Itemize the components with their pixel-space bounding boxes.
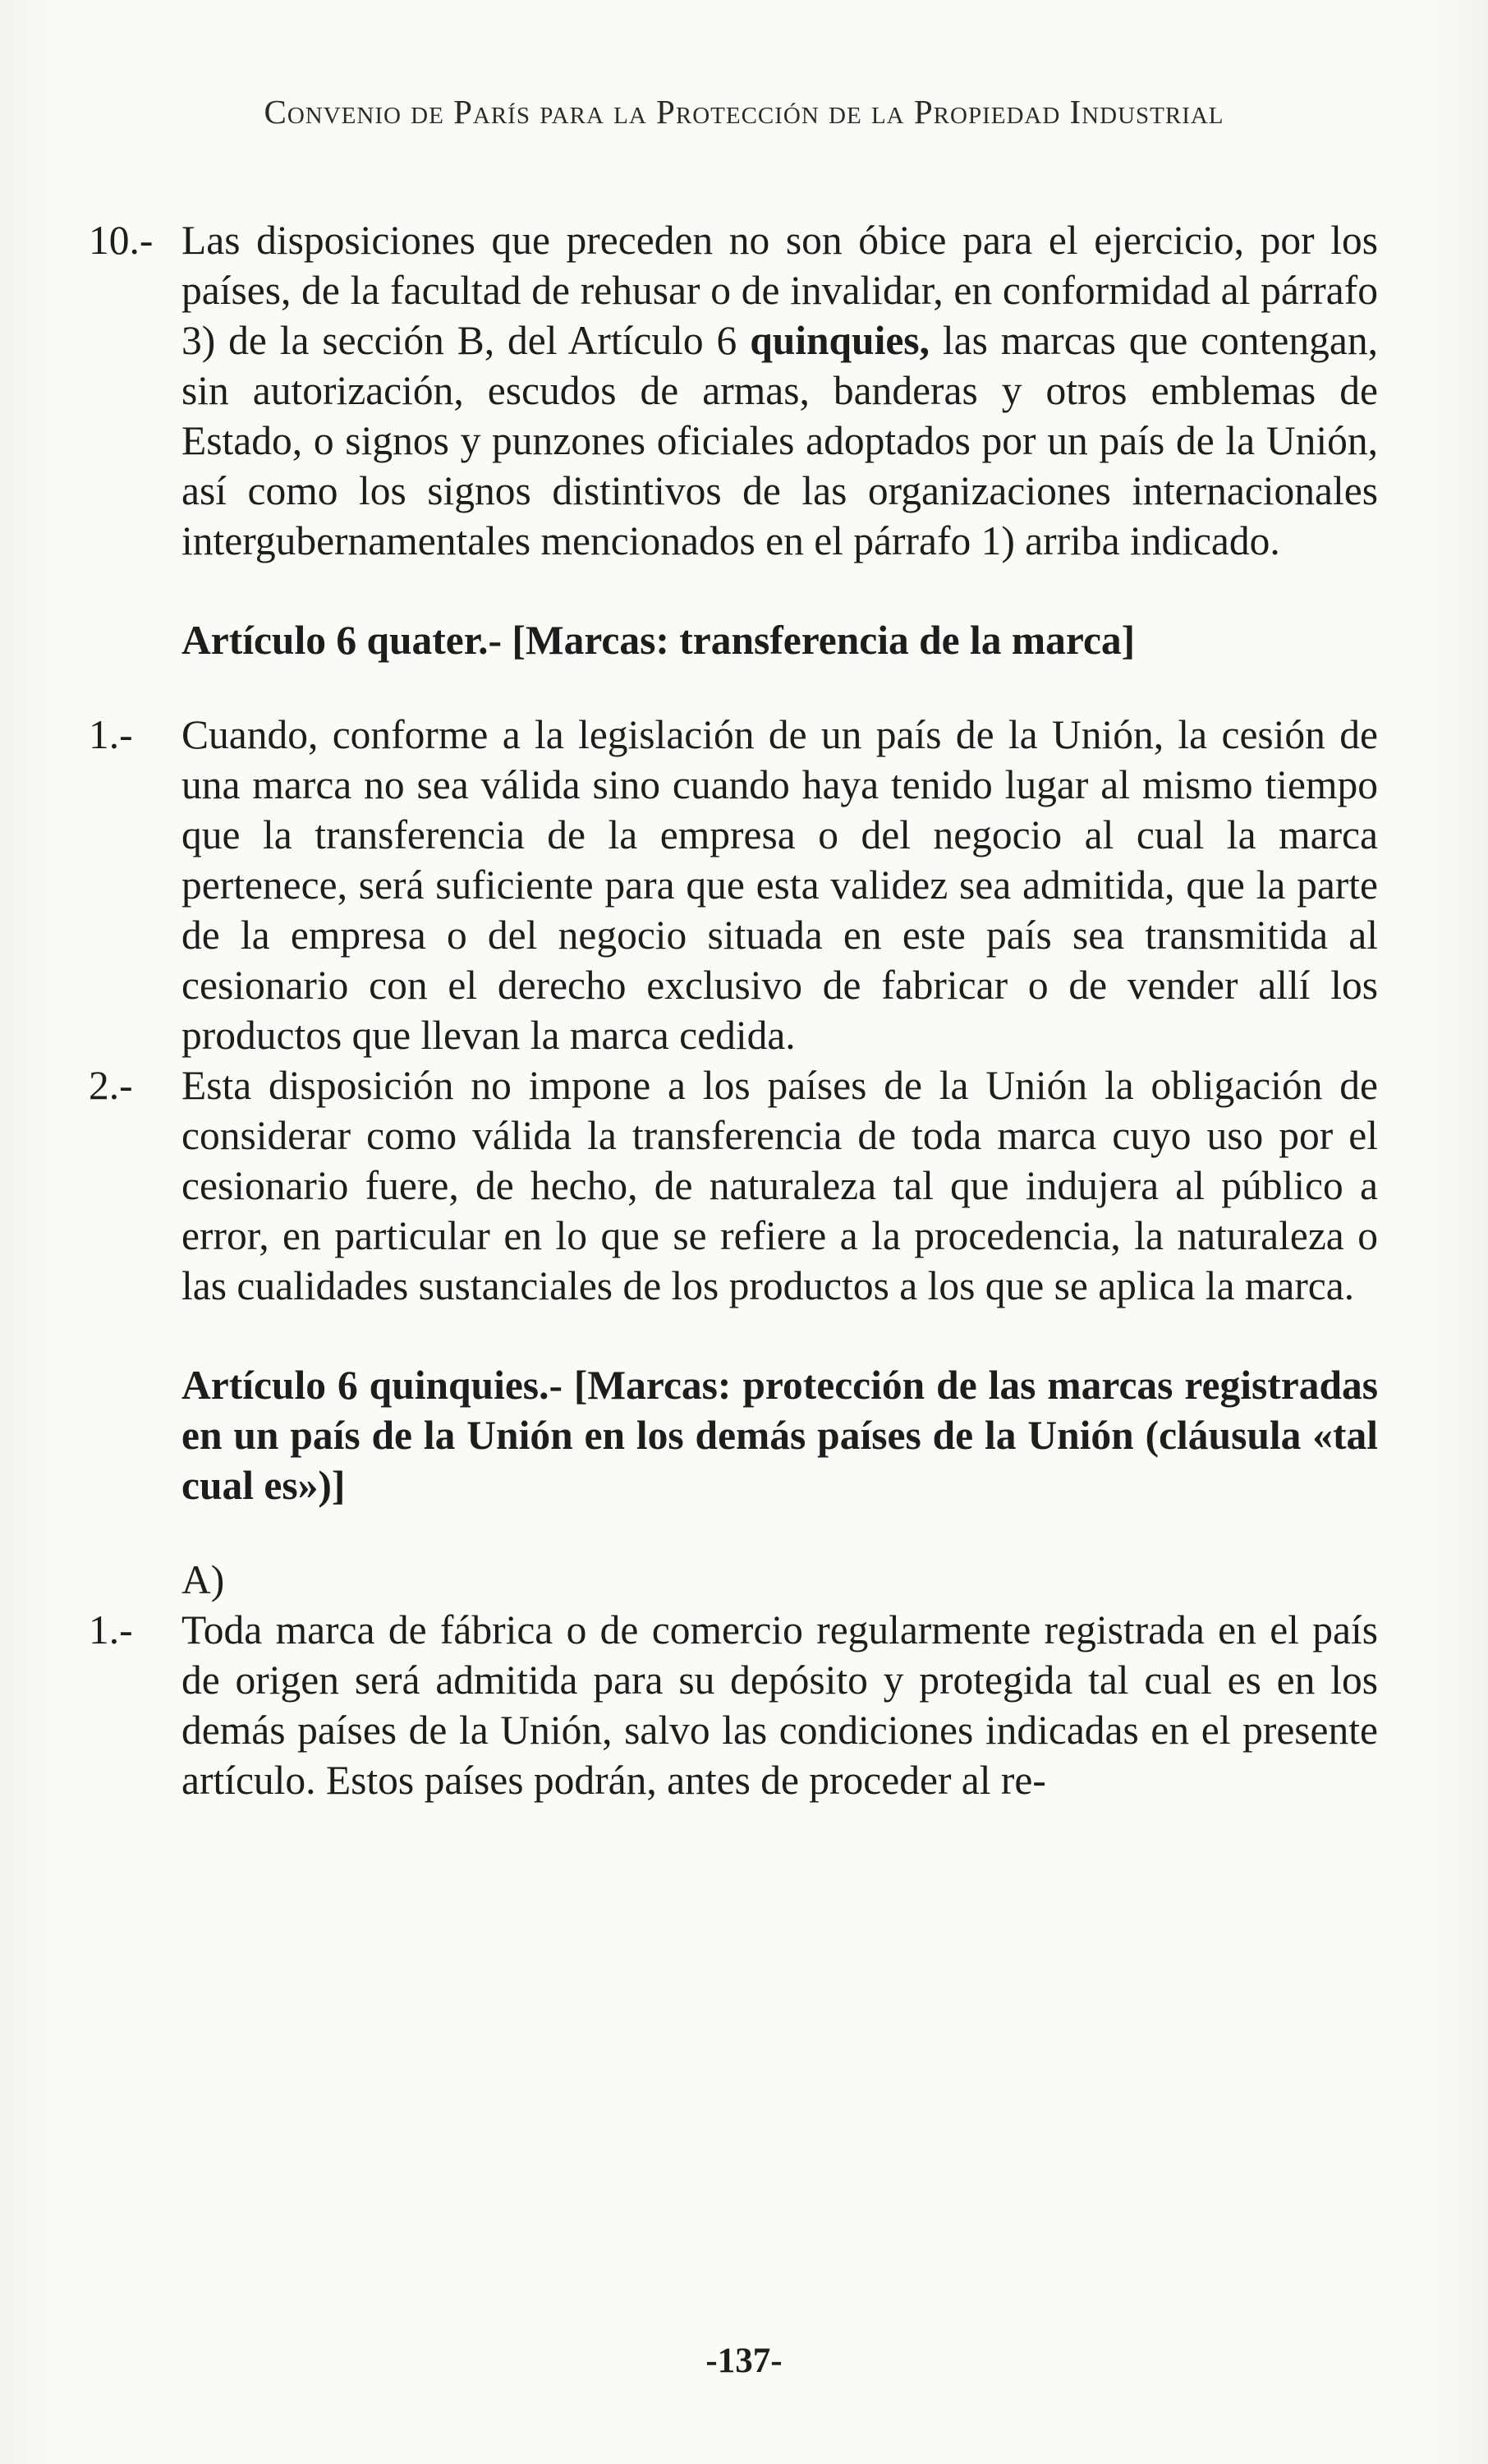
item-text: Cuando, conforme a la legislación de un país de la Unión, la cesión de una marca no sea válida sino cuando haya tenido lugar al mismo tiempo que la transferencia de la empresa o del negocio al cual la marca pertenece, será suficiente para que esta validez sea admitida, que la parte de la empresa o del negocio situada en este país sea transmitida al cesionario con el derecho exclusivo de fabricar o de vender allí los productos que llevan la marca cedida. — [181, 712, 1378, 1058]
paragraph-text-continued: las marcas que contengan, sin autorización, escudos de armas, banderas y otros emblemas de Estado, o signos y punzones oficiales adoptados por un país de la Unión, así como los signos distintivos de las organizaciones internacionales intergubernamentales mencionados en el párrafo 1) arriba indicado. — [181, 318, 1378, 563]
paragraph-10 — [89, 215, 1378, 566]
paragraph-text: Las disposiciones que preceden no son óbice para el ejercicio, por los países, de la facultad de rehusar o de invalidar, en conformidad al párrafo 3) de la sección B, del Artículo 6 — [181, 218, 1378, 363]
item-number: 2.- — [89, 1063, 133, 1108]
item-text: Toda marca de fábrica o de comercio regularmente registrada en el país de origen será admitida para su depósito y protegida tal cual es en los demás países de la Unión, salvo las condiciones indicadas en el presente artículo. Estos países podrán, antes de proceder al re- — [181, 1607, 1378, 1803]
item-number: 1.- — [89, 1607, 133, 1653]
list-item — [89, 710, 1378, 1060]
article-heading-quinquies: Artículo 6 quinquies.- [Marcas: protección de las marcas registradas en un país de la Unión en los demás países de la Unión (cláusula «tal cual es»)] — [181, 1363, 1378, 1508]
page-content — [89, 215, 1378, 1805]
list-item — [89, 1605, 1378, 1805]
paragraph-emphasis: quinquies, — [750, 318, 930, 363]
item-text: Esta disposición no impone a los países de la Unión la obligación de considerar como válida la transferencia de toda marca cuyo uso por el cesionario fuere, de hecho, de naturaleza tal que indujera al público a error, en particular en lo que se refiere a la procedencia, la naturaleza o las cualidades sustanciales de los productos a los que se aplica la marca. — [181, 1063, 1378, 1308]
paragraph-number: 10.- — [89, 218, 154, 263]
running-head: Convenio de París para la Protección de la Propiedad Industrial — [264, 93, 1224, 131]
article-heading-quater: Artículo 6 quater.- [Marcas: transferencia de la marca] — [181, 618, 1136, 663]
page-number: -137- — [705, 2342, 783, 2380]
section-label: A) — [181, 1557, 225, 1602]
item-number: 1.- — [89, 712, 133, 757]
list-item — [89, 1060, 1378, 1311]
